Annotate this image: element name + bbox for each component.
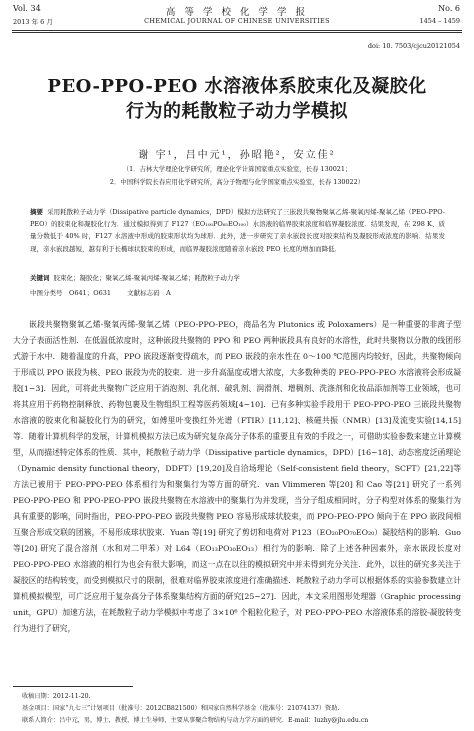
affiliation-1: （1．吉林大学理论化学研究所，理论化学计算国家重点实验室，长春 130021； <box>122 165 352 173</box>
paper-title-line-2: 行为的耗散粒子动力学模拟 <box>126 101 348 122</box>
author-list: 谢 宇¹，吕中元¹，孙昭艳²，安立佳² <box>138 150 336 161</box>
classification <box>30 287 445 299</box>
issue-label: No. 6 <box>438 4 460 13</box>
clc-number: 中图分类号 O641；O631 <box>30 289 111 297</box>
doi-label: doi: 10. 7503/cjcu20121054 <box>367 42 460 50</box>
keywords-label: 关键词 <box>30 274 50 282</box>
header-rule-bottom <box>12 32 462 33</box>
body-paragraph: 嵌段共聚物聚氧乙烯-聚氧丙烯-聚氧乙烯（PEO-PPO-PEO，商品名为 Plutonics 或 Poloxamers）是一种重要的非离子型大分子表面活性剂．在低温低浓度时，这种嵌段共聚物的 PPO 和 PEO 两种嵌段具有良好的水溶性，此时共聚物以分散的线团形式游于水中．随着温度的升高，PPO 嵌段逐渐变得疏水，而 PEO 嵌段的亲水性在 0～100 ℃范围内均较好，因此，共聚物倾向于形成以 PPO 嵌段为核、PEO 嵌段为壳的胶束．进一步升高温度或增大浓度，大多数种类的 PEO-PPO-PEO 水溶液将会形成凝胶[1~3]．因此，可将此共聚物广泛应用于消泡剂、乳化剂、破乳剂、润滑剂、增稠剂、洗涤剂和化妆品添加剂等工业领域，也可将其应用于药物控制释放、药物包裹及生物组织工程等医药领域[4~10]．已有多种实验手段用于 PEO-PPO-PEO 三嵌段共聚物水溶液的胶束化和凝胶化行为的研究，如傅里叶变换红外光谱（FTIR）[11,12]、核磁共振（NMR）[13]及流变实验[14,15]等．随着计算机科学的发展，计算机模拟方法已成为研究复杂高分子体系的重要且有效的手段之一，可借助实验参数来建立计算模型，从而描述特定体系的性质．其中，耗散粒子动力学（Dissipative particle dynamics，DPD）[16~18]、动态密度泛函理论（Dynamic density functional theory，DDFT）[19,20]及自洽场理论（Self-consistent field theory，SCFT）[21,22]等方法已被用于 PEO-PPO-PEO 体系相行为和聚集行为等方面的研究．van Vlimmeren 等[20] 和 Cao 等[21] 研究了一系列 PEO-PPO-PEO 和 PPO-PEO-PPO 嵌段共聚物在水溶液中的聚集行为并发现，当分子组成相同时，分子构型对体系的聚集行为具有重要的影响，同时指出，PEO-PPO-PEO 嵌段共聚物 PEO 容易形成球状胶束，而 PPO-PEO-PPO 倾向于在 PPO 嵌段间相互聚合形成交联的团簇，不易形成球状胶束．Yuan 等[19] 研究了剪切和电荷对 P123（EO₂₀PO₇₀EO₂₀）凝胶结构的影响．Guo 等[20] 研究了混合溶剂（水和对二甲苯）对 L64（EO₁₃PO₃₀EO₁₃）相行为的影响．除了上述各种因素外，亲水嵌段长度对 PEO-PPO-PEO 水溶液的相行为也会有很大影响，而这一点在以往的模拟研究中并未得到充分关注．此外，以往的研究多关注于凝胶区的结构转变，而受到模拟尺寸的限制，很难对临界胶束浓度进行准确描述．耗散粒子动力学可以根据体系的实验参数建立计算机模拟模型，可广泛应用于复杂高分子体系聚集结构方面的研究[25~27]．因此，本文采用图形处理器（Graphic processing unit，GPU）加速方法，在耗散粒子动力学模拟中考虑了 3×10⁶ 个粗粒化粒子，对 PEO-PPO-PEO 水溶液体系的溶胶-凝胶转变行为进行了研究， <box>13 320 461 633</box>
abstract-label: 摘要 <box>30 208 44 216</box>
footnote-received: 收稿日期：2012-11-20. <box>22 693 91 700</box>
journal-title-cn: 高 等 学 校 化 学 学 报 <box>165 7 309 18</box>
footnote-contact: 联系人简介：吕中元，男，博士，教授，博士生导师，主要从事聚合物结构与动力学方面的研究．E-mail：luzhy@jlu.edu.cn <box>22 717 369 724</box>
document-code: 文献标志码 A <box>127 289 171 297</box>
keywords <box>30 272 445 284</box>
abstract-text: 采用耗散粒子动力学（Dissipative particle dynamics，DPD）模拟方法研究了三嵌段共聚物聚氧乙烯-聚氧丙烯-聚氧乙烯（PEO-PPO-PEO）的胶束化和凝胶化行为．通过模拟得到了 F127（EO₁₀₀PO₆₅EO₁₀₀）水溶液的临界胶束浓度和临界凝胶浓度．结果发现，在 298 K、质量分数低于 40% 时，F127 水溶液中形成的胶束形状均为球形．此外，进一步研究了亲水嵌段长度对胶束结构及凝胶形成浓度的影响．结果发现，亲水嵌段越短，越有利于长椭球状胶束的形成，而临界凝胶浓度随着亲水嵌段 PEO 长度的增加而降低． <box>30 208 446 253</box>
footnote-funding: 基金项目：国家“九七三”计划项目（批准号：2012CB821500）和国家自然科学基金（批准号：21074137）资助. <box>22 705 340 712</box>
journal-title-en: CHEMICAL JOURNAL OF CHINESE UNIVERSITIES <box>144 17 330 25</box>
affiliation-2: 2．中国科学院长春应用化学研究所，高分子物理与化学国家重点实验室，长春 130022） <box>109 178 365 186</box>
footnote-rule <box>13 686 133 687</box>
paper-title-line-1: PEO-PPO-PEO 水溶液体系胶束化及凝胶化 <box>47 76 427 97</box>
page-range: 1454 – 1459 <box>419 17 460 25</box>
abstract <box>30 206 445 255</box>
issue-date: 2013 年 6 月 <box>13 18 53 26</box>
header-rule-top <box>12 30 462 31</box>
volume-label: Vol. 34 <box>13 4 41 13</box>
keywords-text: 胶束化；凝胶化；聚氧乙烯-聚氧丙烯-聚氧乙烯；耗散粒子动力学 <box>53 274 240 282</box>
